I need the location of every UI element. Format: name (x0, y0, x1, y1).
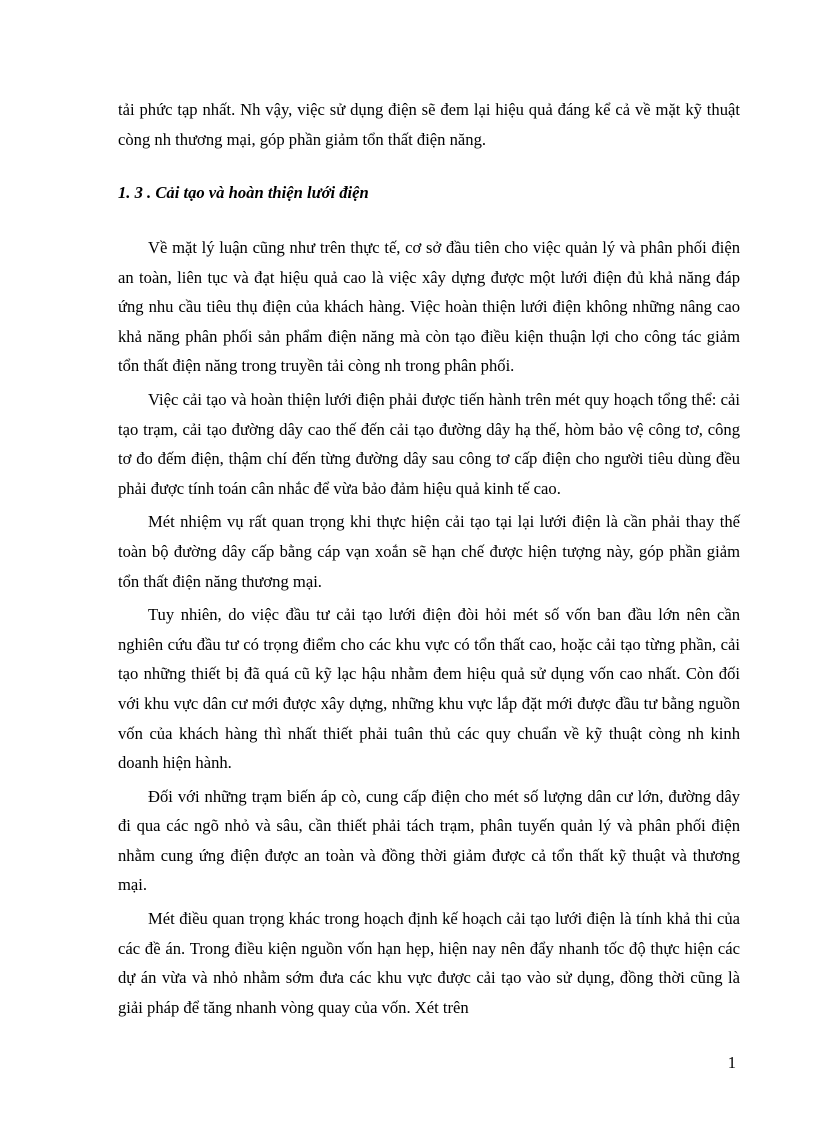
continuation-paragraph: tải phức tạp nhất. Nh vậy, việc sử dụng điện sẽ đem lại hiệu quả đáng kể cả về mặt kỹ thuật còng nh thương mại, góp phần giảm tổn thất điện năng. (118, 100, 740, 149)
section-heading: 1. 3 . Cải tạo và hoàn thiện lưới điện (118, 183, 369, 202)
page-number: 1 (727, 1053, 736, 1072)
paragraph: Mét nhiệm vụ rất quan trọng khi thực hiện cải tạo tại lại lưới điện là cần phải thay thế toàn bộ đường dây cấp bằng cáp vạn xoắn sẽ hạn chế được hiện tượng này, góp phần giảm tổn thất điện năng thương mại. (118, 512, 740, 591)
paragraph: Việc cải tạo và hoàn thiện lưới điện phải được tiến hành trên mét quy hoạch tổng thể: cải tạo trạm, cải tạo đường dây cao thế đến cải tạo đường dây hạ thế, hòm bảo vệ công tơ, công tơ đo đếm điện, thậm chí đến từng đường dây sau công tơ cấp điện cho người tiêu dùng đều phải được tính toán cân nhắc để vừa bảo đảm hiệu quả kinh tế cao. (118, 389, 740, 498)
section-body (118, 233, 740, 1026)
paragraph: Tuy nhiên, do việc đầu tư cải tạo lưới điện đòi hỏi mét số vốn ban đầu lớn nên cần nghiên cứu đầu tư có trọng điểm cho các khu vực có tổn thất cao, hoặc cải tạo từng phần, cải tạo những thiết bị đã quá cũ kỹ lạc hậu nhằm đem hiệu quả sử dụng vốn cao nhất. Còn đối với khu vực dân cư mới được xây dựng, những khu vực lắp đặt mới được đầu tư bằng nguồn vốn của khách hàng thì nhất thiết phải tuân thủ các quy chuẩn về kỹ thuật còng nh kinh doanh hiện hành. (118, 605, 740, 773)
paragraph: Đối với những trạm biến áp cò, cung cấp điện cho mét số lượng dân cư lớn, đường dây đi qua các ngõ nhỏ và sâu, cần thiết phải tách trạm, phân tuyến quản lý và phân phối điện nhằm cung ứng điện được an toàn và đồng thời giảm được cả tổn thất kỹ thuật và thương mại. (118, 786, 740, 895)
paragraph: Mét điều quan trọng khác trong hoạch định kế hoạch cải tạo lưới điện là tính khả thi của các đề án. Trong điều kiện nguồn vốn hạn hẹp, hiện nay nên đẩy nhanh tốc độ thực hiện các dự án vừa và nhỏ nhằm sớm đưa các khu vực được cải tạo vào sử dụng, đồng thời cũng là giải pháp để tăng nhanh vòng quay của vốn. Xét trên (118, 909, 740, 1017)
paragraph: Về mặt lý luận cũng như trên thực tế, cơ sở đầu tiên cho việc quản lý và phân phối điện an toàn, liên tục và đạt hiệu quả cao là việc xây dựng được một lưới điện đủ khả năng đáp ứng nhu cầu tiêu thụ điện của khách hàng. Việc hoàn thiện lưới điện không những nâng cao khả năng phân phối sản phẩm điện năng mà còn tạo điều kiện thuận lợi cho công tác giảm tổn thất điện năng trong truyền tải còng nh trong phân phối. (118, 238, 740, 376)
